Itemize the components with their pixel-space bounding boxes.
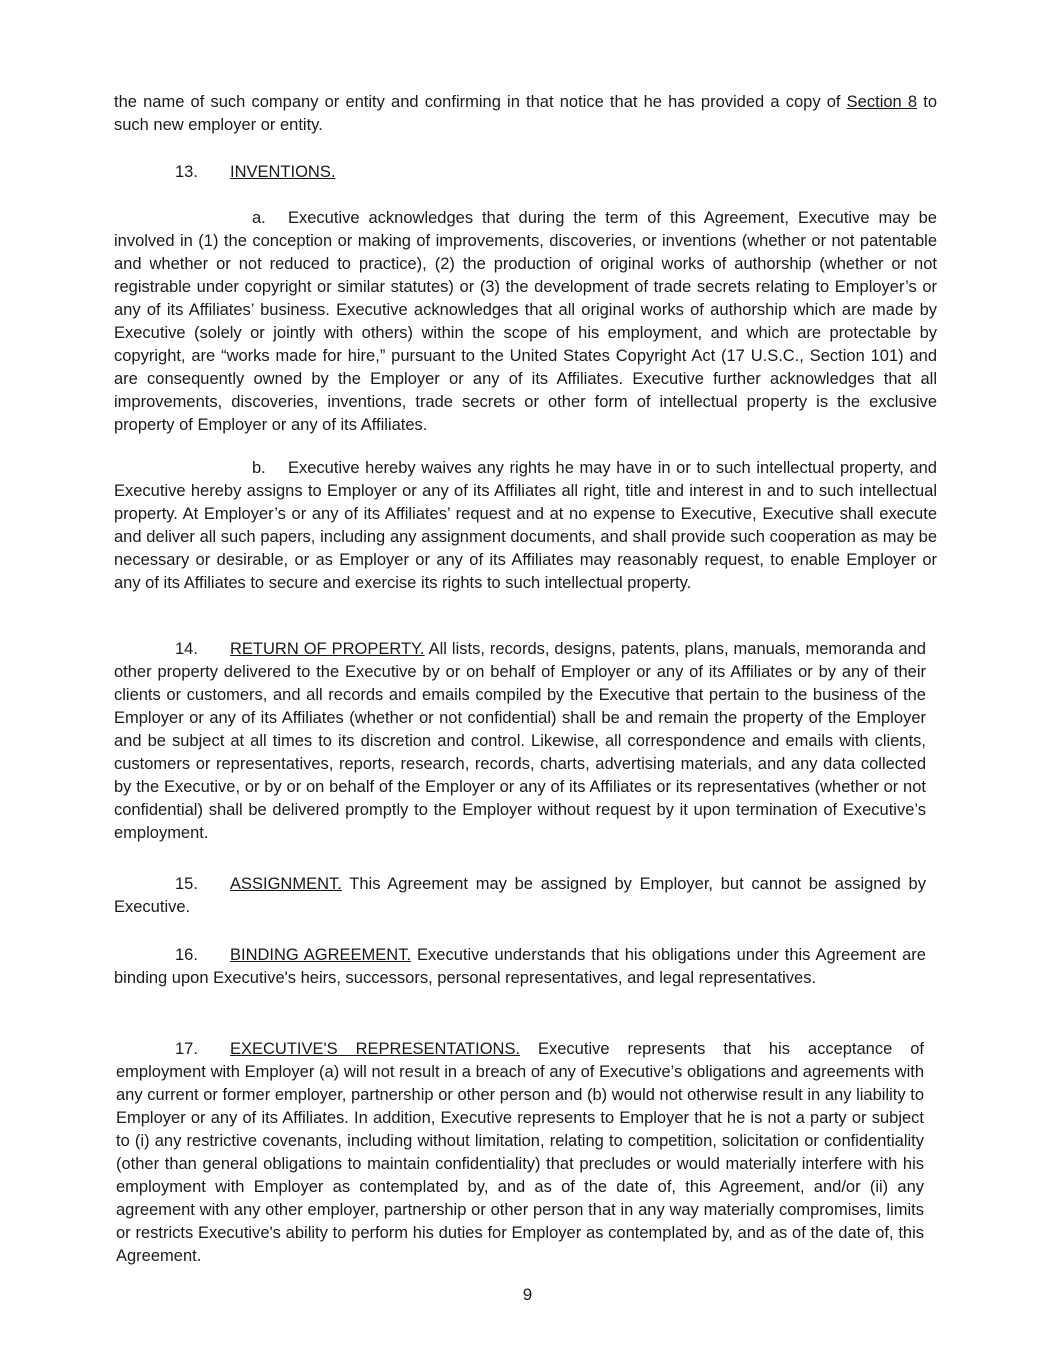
section-17-paragraph: 17. EXECUTIVE'S REPRESENTATIONS. Executive represents that his acceptance of employment with Employer (a) will not result in a breach of any of Executive’s obligations and agreements with any current or former employer, partnership or other person and (b) would not otherwise result in any liability to Employer or any of its Affiliates. In addition, Executive represents to Employer that he is not a party or subject to (i) any restrictive covenants, including without limitation, relating to competition, solicitation or confidentiality (other than general obligations to maintain confidentiality) that precludes or would materially interfere with his employment with Employer as contemplated by, and as of the date of, this Agreement, and/or (ii) any agreement with any other employer, partnership or other person that in any way materially compromises, limits or restricts Executive's ability to perform his duties for Employer as contemplated by, and as of the date of, this Agreement. xyxy=(116,1040,924,1265)
section-13-title: INVENTIONS. xyxy=(230,163,336,181)
section-14-paragraph: 14. RETURN OF PROPERTY. All lists, records, designs, patents, plans, manuals, memoranda and other property delivered to the Executive by or on behalf of Employer or any of its Affiliates or by any of their clients or customers, and all records and emails compiled by the Executive that pertain to the business of the Employer or any of its Affiliates (whether or not confidential) shall be and remain the property of the Employer and be subject at all times to its discretion and control. Likewise, all correspondence and emails with clients, customers or representatives, reports, research, records, charts, advertising materials, and any data collected by the Executive, or by or on behalf of the Employer or any of its Affiliates or its representatives (whether or not confidential) shall be delivered promptly to the Employer without request by it upon termination of Executive’s employment. xyxy=(114,640,926,842)
section-13-heading: 13. INVENTIONS. xyxy=(175,163,336,181)
section-15-title: ASSIGNMENT. xyxy=(230,875,342,893)
section-16-title: BINDING AGREEMENT. xyxy=(230,946,412,964)
section-16-paragraph: 16. BINDING AGREEMENT. Executive understands that his obligations under this Agreement are binding upon Executive's heirs, successors, personal representatives, and legal representatives. xyxy=(114,946,926,987)
section-17-title: EXECUTIVE'S REPRESENTATIONS. xyxy=(230,1040,521,1058)
page-number: 9 xyxy=(522,1285,533,1304)
section-14-title: RETURN OF PROPERTY. xyxy=(230,640,425,658)
section-13a-paragraph: a. Executive acknowledges that during the term of this Agreement, Executive may be involved in (1) the conception or making of improvements, discoveries, or inventions (whether or not patentable and whether or not reduced to practice), (2) the production of original works of authorship (whether or not registrable under copyright or similar statutes) or (3) the development of trade secrets relating to Employer’s or any of its Affiliates’ business. Executive acknowledges that all original works of authorship which are made by Executive (solely or jointly with others) within the scope of his employment, and which are protectable by copyright, are “works made for hire,” pursuant to the United States Copyright Act (17 U.S.C., Section 101) and are consequently owned by the Employer or any of its Affiliates. Executive further acknowledges that all improvements, discoveries, inventions, trade secrets or other form of intellectual property is the exclusive property of Employer or any of its Affiliates. xyxy=(114,209,937,434)
section-13b-paragraph: b. Executive hereby waives any rights he may have in or to such intellectual property, and Executive hereby assigns to Employer or any of its Affiliates all right, title and interest in and to such intellectual property. At Employer’s or any of its Affiliates’ request and at no expense to Executive, Executive shall execute and deliver all such papers, including any assignment documents, and shall provide such cooperation as may be necessary or desirable, or as Employer or any of its Affiliates may reasonably request, to enable Employer or any of its Affiliates to secure and exercise its rights to such intellectual property. xyxy=(114,459,937,592)
section-8-reference: Section 8 xyxy=(846,93,918,111)
section-15-paragraph: 15. ASSIGNMENT. This Agreement may be assigned by Employer, but cannot be assigned by Executive. xyxy=(114,875,926,916)
continuation-paragraph: the name of such company or entity and confirming in that notice that he has provided a copy of Section 8 to such new employer or entity. xyxy=(114,93,937,134)
